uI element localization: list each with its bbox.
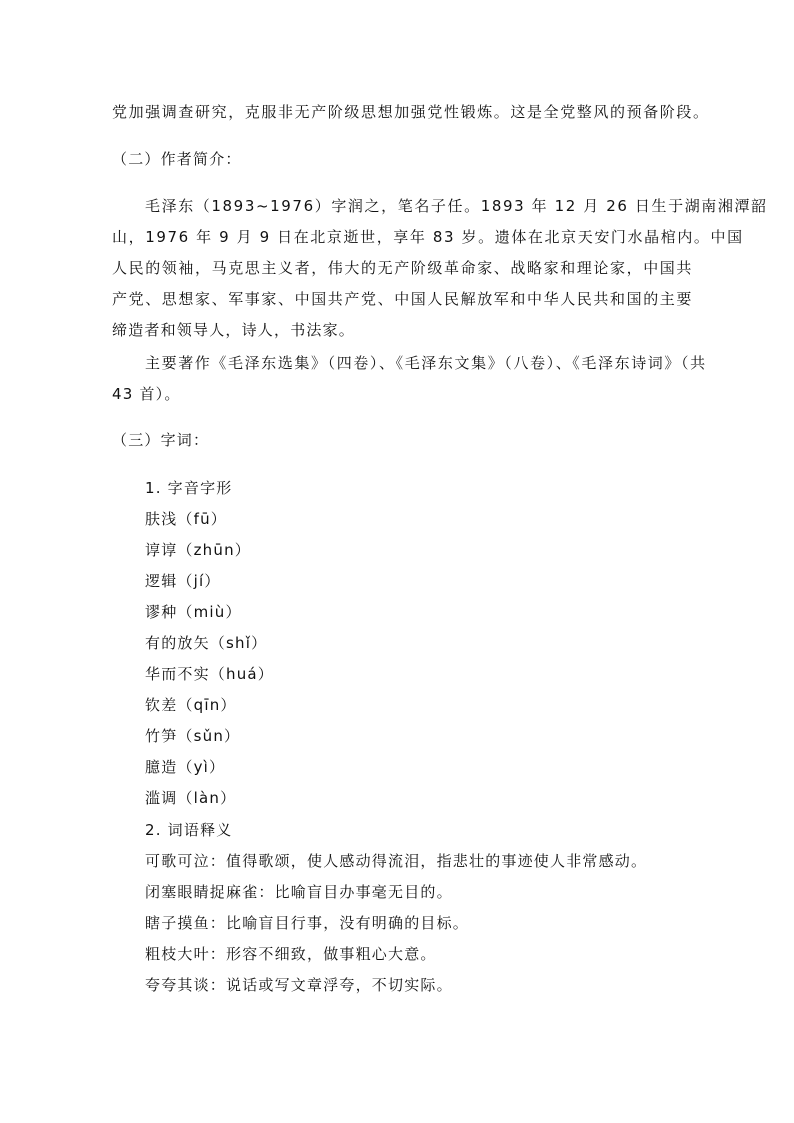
bio-line: 人民的领袖，马克思主义者，伟大的无产阶级革命家、战略家和理论家，中国共 bbox=[112, 259, 694, 277]
pronunciation-item: 华而不实（huá） bbox=[145, 665, 275, 683]
bio-line: 缔造者和领导人，诗人，书法家。 bbox=[112, 321, 356, 339]
subheading-pronunciation: 1. 字音字形 bbox=[145, 479, 233, 497]
definition-item: 夸夸其谈：说话或写文章浮夸，不切实际。 bbox=[145, 976, 453, 994]
pronunciation-item: 竹笋（sǔn） bbox=[145, 727, 241, 745]
intro-paragraph-line: 党加强调查研究，克服非无产阶级思想加强党性锻炼。这是全党整风的预备阶段。 bbox=[112, 103, 710, 121]
pronunciation-item: 肤浅（fū） bbox=[145, 510, 227, 528]
definition-item: 闭塞眼睛捉麻雀：比喻盲目办事毫无目的。 bbox=[145, 883, 453, 901]
definition-item: 瞎子摸鱼：比喻盲目行事，没有明确的目标。 bbox=[145, 914, 470, 932]
definition-item: 可歌可泣：值得歌颂，使人感动得流泪，指悲壮的事迹使人非常感动。 bbox=[145, 852, 648, 870]
pronunciation-item: 滥调（làn） bbox=[145, 789, 237, 807]
pronunciation-item: 臆造（yì） bbox=[145, 758, 226, 776]
bio-line: 山，1976 年 9 月 9 日在北京逝世，享年 83 岁。遗体在北京天安门水晶棺内。中国 bbox=[112, 228, 744, 246]
subheading-definitions: 2. 词语释义 bbox=[145, 821, 233, 839]
pronunciation-item: 逻辑（jí） bbox=[145, 572, 221, 590]
definition-item: 粗枝大叶：形容不细致，做事粗心大意。 bbox=[145, 945, 437, 963]
pronunciation-item: 有的放矢（shǐ） bbox=[145, 634, 268, 652]
bio-line: 毛泽东（1893~1976）字润之，笔名子任。1893 年 12 月 26 日生于湖南湘潭韶 bbox=[145, 197, 768, 215]
pronunciation-item: 钦差（qīn） bbox=[145, 696, 237, 714]
bio-line: 产党、思想家、军事家、中国共产党、中国人民解放军和中华人民共和国的主要 bbox=[112, 290, 694, 308]
section-heading-author: （二）作者简介： bbox=[112, 150, 242, 168]
pronunciation-item: 谆谆（zhūn） bbox=[145, 541, 251, 559]
works-line: 主要著作《毛泽东选集》（四卷）、《毛泽东文集》（八卷）、《毛泽东诗词》（共 bbox=[145, 354, 707, 372]
section-heading-vocabulary: （三）字词： bbox=[112, 431, 210, 449]
pronunciation-item: 谬种（miù） bbox=[145, 603, 242, 621]
works-line: 43 首）。 bbox=[112, 385, 181, 403]
